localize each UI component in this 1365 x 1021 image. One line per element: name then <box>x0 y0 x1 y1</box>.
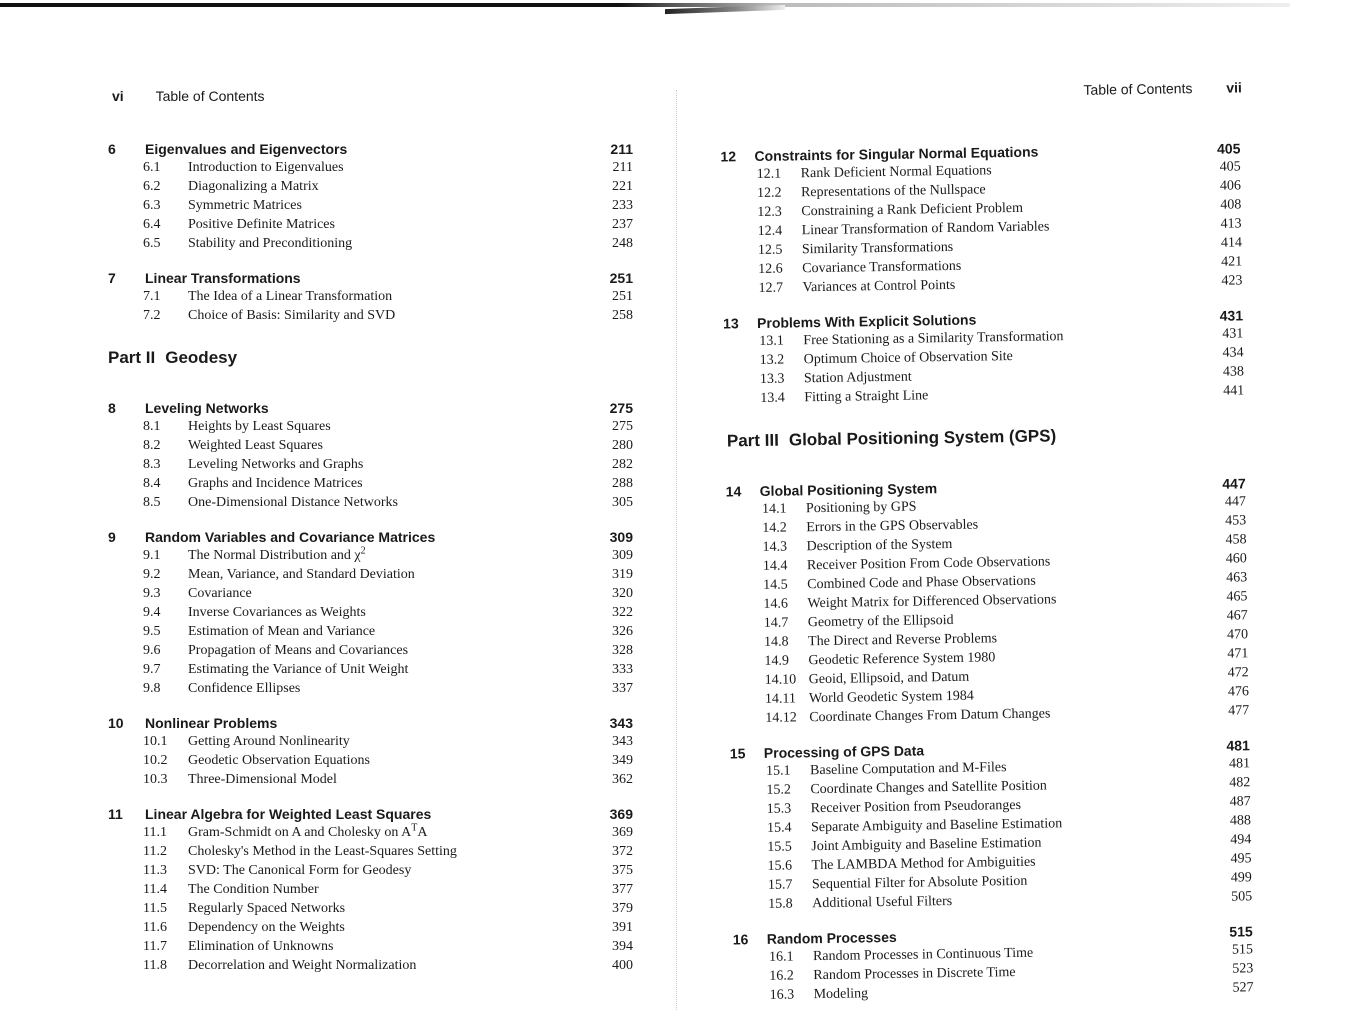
page-ref: 453 <box>1225 513 1247 529</box>
section-title: Weight Matrix for Differenced Observations <box>807 592 1057 612</box>
section-number: 15.3 <box>766 801 792 817</box>
section-entry <box>0 957 660 975</box>
section-title: Geodetic Reference System 1980 <box>808 650 996 669</box>
section-number: 6.5 <box>143 236 161 251</box>
section-number: 11.8 <box>143 958 167 973</box>
part-label: Part II <box>108 348 156 367</box>
page-ref: 328 <box>612 643 633 658</box>
section-entry <box>0 680 660 698</box>
section-title: World Geodetic System 1984 <box>808 688 974 707</box>
section-title: Estimation of Mean and Variance <box>188 624 376 639</box>
section-entry <box>0 178 660 196</box>
page-ref: 458 <box>1225 532 1247 548</box>
section-number: 16.1 <box>768 949 794 965</box>
chapter-number: 9 <box>108 529 116 545</box>
page-ref: 406 <box>1219 178 1242 194</box>
section-title: Random Processes in Continuous Time <box>812 945 1034 965</box>
section-number: 12.1 <box>756 166 782 182</box>
section-number: 10.2 <box>143 753 168 768</box>
section-entry <box>0 824 660 842</box>
section-title: Covariance Transformations <box>802 258 962 277</box>
section-number: 15.2 <box>766 782 792 798</box>
section-number: 12.5 <box>757 242 783 258</box>
section-title: Separate Ambiguity and Baseline Estimation <box>810 816 1063 836</box>
section-number: 11.1 <box>143 825 167 840</box>
section-number: 9.5 <box>143 624 161 639</box>
section-title: Free Stationing as a Similarity Transformation <box>803 329 1064 349</box>
section-number: 6.2 <box>143 179 161 194</box>
page-ref: 527 <box>1232 980 1254 996</box>
section-number: 11.3 <box>143 863 167 878</box>
section-title: Elimination of Unknowns <box>188 939 334 954</box>
chapter-entry <box>0 399 660 417</box>
section-title: The Normal Distribution and $\chi^2$ <box>188 545 366 563</box>
section-title: Random Processes in Discrete Time <box>813 965 1016 984</box>
section-title: Positive Definite Matrices <box>188 217 335 232</box>
chapter-title: Leveling Networks <box>145 400 269 416</box>
section-title: Joint Ambiguity and Baseline Estimation <box>811 835 1042 855</box>
chapter-title: Random Processes <box>766 928 897 947</box>
section-title: Gram-Schmidt on A and Cholesky on $A^TA$ <box>188 822 428 840</box>
page-ref: 280 <box>612 438 633 453</box>
section-number: 13.4 <box>760 390 785 406</box>
section-number: 8.5 <box>143 495 161 510</box>
page-ref: 372 <box>612 844 633 859</box>
chapter-number: 11 <box>108 806 123 822</box>
page-ref: 482 <box>1229 775 1251 791</box>
page-ref: 343 <box>612 734 633 749</box>
section-number: 9.6 <box>143 643 161 658</box>
running-head-title: Table of Contents <box>1083 80 1193 98</box>
section-entry <box>0 843 660 861</box>
page-ref: 251 <box>609 270 633 286</box>
section-number: 10.3 <box>143 772 168 787</box>
page-ref: 322 <box>612 605 633 620</box>
section-title: Choice of Basis: Similarity and SVD <box>188 308 396 323</box>
page-ref: 470 <box>1226 627 1249 643</box>
page-ref: 349 <box>612 753 633 768</box>
section-entry <box>0 216 660 234</box>
section-title: Positioning by GPS <box>805 499 917 517</box>
chapter-number: 13 <box>722 315 739 332</box>
section-title: Similarity Transformations <box>801 239 954 258</box>
section-entry <box>0 733 660 751</box>
page-ref: 421 <box>1221 254 1243 270</box>
page-number: vii <box>1226 79 1243 96</box>
page-ref: 515 <box>1229 923 1253 940</box>
section-number: 14.1 <box>761 501 787 517</box>
page-ref: 211 <box>612 160 633 175</box>
section-title: Geometry of the Ellipsoid <box>807 612 954 631</box>
page-ref: 333 <box>612 662 633 677</box>
section-entry <box>0 752 660 770</box>
section-title: Stability and Preconditioning <box>188 236 353 251</box>
section-entry <box>0 938 660 956</box>
page-ref: 391 <box>612 920 633 935</box>
section-number: 14.11 <box>764 691 797 707</box>
chapter-title: Processing of GPS Data <box>763 742 925 761</box>
page-ref: 237 <box>612 217 633 232</box>
section-number: 15.6 <box>767 858 793 874</box>
page-ref: 305 <box>612 495 633 510</box>
section-title: Decorrelation and Weight Normalization <box>188 958 417 973</box>
section-entry <box>0 235 660 253</box>
chapter-entry <box>0 269 660 287</box>
chapter-number: 16 <box>732 931 749 948</box>
page-ref: 337 <box>612 681 633 696</box>
page-ref: 467 <box>1226 608 1248 624</box>
section-number: 16.2 <box>769 968 794 984</box>
section-title: Optimum Choice of Observation Site <box>803 348 1013 368</box>
section-title: Variances at Control Points <box>802 277 956 296</box>
page-ref: 377 <box>612 882 633 897</box>
page-ref: 499 <box>1230 870 1252 886</box>
page-ref: 319 <box>612 567 633 582</box>
page-ref: 423 <box>1221 273 1243 289</box>
section-number: 13.2 <box>759 352 785 368</box>
page-ref: 460 <box>1225 551 1247 567</box>
section-entry <box>0 771 660 789</box>
page-ref: 408 <box>1220 197 1242 213</box>
chapter-title: Random Variables and Covariance Matrices <box>145 529 436 545</box>
section-title: Heights by Least Squares <box>188 419 331 434</box>
page-ref: 375 <box>612 863 633 878</box>
page-ref: 379 <box>612 901 633 916</box>
page-ref: 275 <box>612 419 633 434</box>
section-number: 15.7 <box>767 877 793 893</box>
section-number: 14.9 <box>764 653 790 669</box>
part-title: Geodesy <box>165 348 238 367</box>
section-number: 14.5 <box>763 577 788 593</box>
chapter-number: 8 <box>108 400 116 416</box>
section-title: Constraining a Rank Deficient Problem <box>801 200 1024 220</box>
page-ref: 343 <box>609 715 633 731</box>
section-title: The Direct and Reverse Problems <box>807 631 998 650</box>
chapter-title: Nonlinear Problems <box>145 715 278 731</box>
page-ref: 258 <box>612 308 633 323</box>
section-title: Fitting a Straight Line <box>804 388 929 406</box>
page-ref: 477 <box>1228 703 1250 719</box>
page-ref: 211 <box>610 141 633 157</box>
section-entry <box>0 437 660 455</box>
section-title: Coordinate Changes From Datum Changes <box>809 706 1051 726</box>
section-number: 8.2 <box>143 438 161 453</box>
section-entry <box>0 585 660 603</box>
chapter-number: 12 <box>720 148 737 165</box>
page-ref: 463 <box>1226 570 1248 586</box>
section-number: 13.3 <box>759 371 785 387</box>
page-ref: 400 <box>612 958 633 973</box>
section-title: Estimating the Variance of Unit Weight <box>188 662 409 677</box>
part-title: Global Positioning System (GPS) <box>788 426 1057 450</box>
section-number: 12.6 <box>758 261 783 277</box>
page-ref: 476 <box>1227 684 1250 700</box>
section-number: 9.8 <box>143 681 161 696</box>
section-number: 11.4 <box>143 882 167 897</box>
chapter-title: Eigenvalues and Eigenvectors <box>145 141 348 157</box>
section-entry <box>0 862 660 880</box>
section-number: 11.7 <box>143 939 167 954</box>
section-number: 6.1 <box>143 160 161 175</box>
right-page <box>690 0 1365 1021</box>
chapter-number: 14 <box>725 483 742 500</box>
section-number: 6.4 <box>143 217 161 232</box>
page-ref: 413 <box>1220 216 1242 232</box>
page-ref: 447 <box>1224 494 1247 510</box>
page-ref: 362 <box>612 772 633 787</box>
section-number: 15.8 <box>768 896 793 912</box>
section-title: Description of the System <box>806 536 953 555</box>
page-ref: 309 <box>609 529 633 545</box>
page-ref: 505 <box>1231 889 1253 905</box>
section-entry <box>0 197 660 215</box>
chapter-number: 10 <box>108 715 124 731</box>
section-number: 15.1 <box>766 763 791 779</box>
section-title: Rank Deficient Normal Equations <box>800 163 992 182</box>
section-entry <box>0 604 660 622</box>
section-number: 12.7 <box>758 280 784 296</box>
section-entry <box>0 475 660 493</box>
chapter-title: Problems With Explicit Solutions <box>756 311 977 331</box>
superscript: 2 <box>360 545 366 557</box>
section-number: 8.3 <box>143 457 161 472</box>
page-ref: 495 <box>1230 851 1252 867</box>
section-title: Linear Transformation of Random Variables <box>801 219 1050 239</box>
chapter-entry <box>0 805 660 823</box>
page-ref: 523 <box>1232 961 1254 977</box>
section-entry <box>0 919 660 937</box>
book-gutter <box>676 90 678 1010</box>
page-ref: 282 <box>612 457 633 472</box>
page-ref: 465 <box>1226 589 1248 605</box>
section-number: 11.5 <box>143 901 167 916</box>
section-title: Confidence Ellipses <box>188 681 301 696</box>
section-title: Geodetic Observation Equations <box>188 753 370 768</box>
page-ref: 288 <box>612 476 633 491</box>
section-number: 9.2 <box>143 567 161 582</box>
section-title: Combined Code and Phase Observations <box>807 573 1036 593</box>
page-ref: 471 <box>1227 646 1249 662</box>
section-number: 9.7 <box>143 662 161 677</box>
section-number: 8.1 <box>143 419 161 434</box>
page-ref: 438 <box>1222 364 1245 380</box>
section-title: Modeling <box>813 986 869 1003</box>
section-entry <box>0 881 660 899</box>
page-ref: 515 <box>1231 942 1254 958</box>
page-ref: 488 <box>1229 813 1252 829</box>
chapter-number: 7 <box>108 270 116 286</box>
page-ref: 434 <box>1222 345 1244 361</box>
page-ref: 369 <box>612 825 633 840</box>
chapter-title: Linear Transformations <box>145 270 301 286</box>
section-title: Errors in the GPS Observables <box>806 517 979 536</box>
superscript: T <box>411 822 418 834</box>
section-title: Station Adjustment <box>803 369 912 387</box>
section-number: 14.8 <box>763 634 789 650</box>
section-title: Introduction to Eigenvalues <box>188 160 344 175</box>
section-title: The Idea of a Linear Transformation <box>188 289 393 304</box>
section-title: Inverse Covariances as Weights <box>188 605 366 620</box>
section-number: 9.3 <box>143 586 161 601</box>
section-number: 14.7 <box>763 615 789 631</box>
section-number: 15.4 <box>766 820 792 836</box>
page-ref: 447 <box>1222 475 1246 492</box>
part-label: Part III <box>726 430 780 451</box>
section-number: 14.2 <box>762 520 787 536</box>
chapter-number: 15 <box>729 745 746 762</box>
chapter-title: Global Positioning System <box>759 480 938 499</box>
section-entry <box>0 456 660 474</box>
page-ref: 320 <box>612 586 633 601</box>
section-title: Weighted Least Squares <box>188 438 323 453</box>
section-title: The LAMBDA Method for Ambiguities <box>811 854 1036 874</box>
section-number: 12.4 <box>757 223 783 239</box>
section-number: 7.2 <box>143 308 161 323</box>
section-number: 6.3 <box>143 198 161 213</box>
section-title: Symmetric Matrices <box>188 198 302 213</box>
page-ref: 472 <box>1227 665 1249 681</box>
left-page <box>0 0 660 1021</box>
page-ref: 369 <box>609 806 633 822</box>
section-title: Getting Around Nonlinearity <box>188 734 350 749</box>
page-ref: 394 <box>612 939 633 954</box>
section-title: Graphs and Incidence Matrices <box>188 476 363 491</box>
section-number: 14.6 <box>763 596 789 612</box>
section-title: Additional Useful Filters <box>812 893 953 912</box>
section-entry <box>0 494 660 512</box>
section-title: Receiver Position from Pseudoranges <box>810 797 1022 817</box>
chapter-entry <box>0 714 660 732</box>
running-head-title: Table of Contents <box>155 88 265 104</box>
section-title: Covariance <box>188 586 252 601</box>
page-ref: 233 <box>612 198 633 213</box>
section-title: Receiver Position From Code Observations <box>806 554 1051 574</box>
section-title: Cholesky's Method in the Least-Squares Setting <box>188 844 457 859</box>
chapter-number: 6 <box>108 141 116 157</box>
section-number: 14.10 <box>764 672 797 688</box>
section-title: One-Dimensional Distance Networks <box>188 495 398 510</box>
page-ref: 494 <box>1230 832 1252 848</box>
section-number: 12.2 <box>756 185 782 201</box>
page-ref: 481 <box>1228 756 1251 772</box>
page-ref: 441 <box>1223 383 1245 399</box>
section-title: Three-Dimensional Model <box>188 772 337 787</box>
section-title: Baseline Computation and M-Files <box>810 760 1007 779</box>
section-title: Leveling Networks and Graphs <box>188 457 364 472</box>
section-entry <box>0 547 660 565</box>
section-title: Propagation of Means and Covariances <box>188 643 409 658</box>
running-head-right <box>1083 79 1242 97</box>
section-title: Coordinate Changes and Satellite Position <box>810 778 1047 798</box>
section-number: 11.2 <box>143 844 167 859</box>
page-ref: 251 <box>612 289 633 304</box>
section-entry <box>0 642 660 660</box>
page-ref: 309 <box>612 548 633 563</box>
section-title: Representations of the Nullspace <box>800 182 986 201</box>
chapter-entry <box>0 528 660 546</box>
page-ref: 481 <box>1226 737 1250 754</box>
section-entry <box>0 900 660 918</box>
section-number: 11.6 <box>143 920 167 935</box>
page-ref: 221 <box>612 179 633 194</box>
page-ref: 248 <box>612 236 633 251</box>
chapter-entry <box>0 140 660 158</box>
section-number: 14.12 <box>765 710 797 726</box>
part-heading <box>727 426 1057 451</box>
section-number: 14.3 <box>762 539 788 555</box>
section-title: Diagonalizing a Matrix <box>188 179 319 194</box>
page-ref: 405 <box>1219 159 1241 175</box>
page-ref: 431 <box>1222 326 1244 342</box>
part-heading <box>108 348 237 368</box>
chapter-title: Linear Algebra for Weighted Least Squares <box>145 806 432 822</box>
section-number: 14.4 <box>762 558 788 574</box>
section-title: Mean, Variance, and Standard Deviation <box>188 567 415 582</box>
section-entry <box>0 566 660 584</box>
page-ref: 431 <box>1219 307 1244 324</box>
section-entry <box>0 418 660 436</box>
page-ref: 414 <box>1220 235 1243 251</box>
section-title: Regularly Spaced Networks <box>188 901 346 916</box>
section-entry <box>0 623 660 641</box>
section-title: SVD: The Canonical Form for Geodesy <box>188 863 412 878</box>
section-number: 13.1 <box>759 333 784 349</box>
section-number: 9.4 <box>143 605 161 620</box>
page-ref: 487 <box>1229 794 1251 810</box>
section-number: 16.3 <box>769 987 795 1003</box>
section-number: 12.3 <box>757 204 782 220</box>
section-title: Dependency on the Weights <box>188 920 345 935</box>
section-entry <box>0 288 660 306</box>
section-number: 8.4 <box>143 476 161 491</box>
page-ref: 405 <box>1216 140 1241 157</box>
section-entry <box>0 159 660 177</box>
running-head-left <box>112 88 265 104</box>
section-entry <box>0 661 660 679</box>
section-number: 15.5 <box>767 839 792 855</box>
section-entry <box>0 307 660 325</box>
chapter-title: Constraints for Singular Normal Equations <box>754 143 1039 165</box>
section-title: The Condition Number <box>188 882 319 897</box>
section-number: 7.1 <box>143 289 161 304</box>
section-title: Geoid, Ellipsoid, and Datum <box>808 669 970 688</box>
section-number: 10.1 <box>143 734 168 749</box>
section-number: 9.1 <box>143 548 161 563</box>
section-title: Sequential Filter for Absolute Position <box>811 873 1028 893</box>
page-ref: 275 <box>609 400 633 416</box>
page-ref: 326 <box>612 624 633 639</box>
page-number: vi <box>112 88 124 104</box>
